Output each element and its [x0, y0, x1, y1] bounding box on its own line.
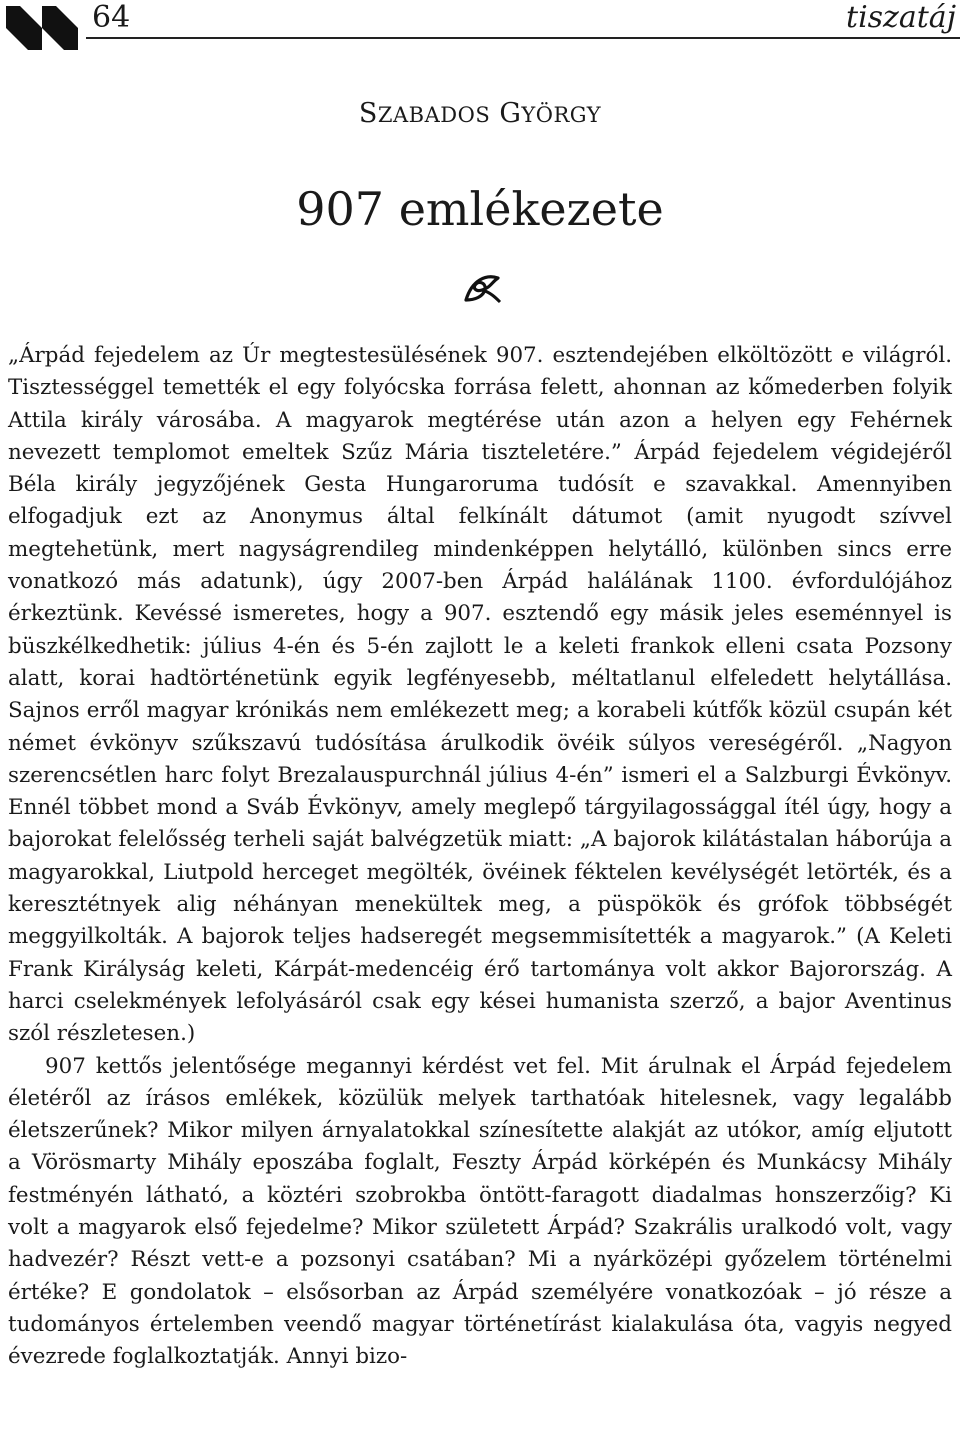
header-rule [86, 37, 960, 39]
author-first-rest: ZABADOS [377, 103, 491, 127]
author-last-rest: YÖRGY [521, 103, 602, 127]
paragraph-2: 907 kettős jelentősége megannyi kérdést vet fel. Mit árulnak el Árpád fejedelem életéről az írásos emlékek, közülük melyek tarthatóak hitelesnek, vagy legalább életszerűnek? Mikor milyen árnyalatokkal színesítette alakját az utókor, amíg eljutott a Vörösmarty Mihály eposzába foglalt, Feszty Árpád körképén és Munkácsy Mihály festményén látható, a köztéri szobrokba öntött-faragott diadalmas honszerzőig? Ki volt a magyarok első fejedelme? Mikor született Árpád? Szakrális uralkodó volt, vagy hadvezér? Részt vett-e a pozsonyi csatában? Mi a nyárközépi győzelem történelmi értéke? E gondolatok – elsősorban az Árpád személyére vonatkozóak – jó része a tudományos értelemben veendő magyar történetírást kialakulása óta, vagyis negyed évezrede foglalkoztatják. Annyi bizo- [8, 1053, 952, 1370]
journal-logo-icon [6, 6, 78, 50]
page-number: 64 [92, 0, 131, 35]
author-name [0, 98, 960, 129]
author-last-initial: G [499, 98, 522, 129]
journal-name: tiszatáj [846, 0, 956, 35]
fleuron-ornament-icon [462, 270, 504, 304]
author-first-initial: S [358, 98, 378, 129]
article-body [8, 340, 952, 1374]
paragraph-1: „Árpád fejedelem az Úr megtestesülésének 907. esztendejében elköltözött e világról. Tisztességgel temették el egy folyócska forrása felett, ahonnan az kőmederben folyik Attila király városába. A magyarok megtérése után azon a helyen egy Fehérnek nevezett templomot emeltek Szűz Mária tiszteletére.” Árpád fejedelem végidejéről Béla király jegyzőjének Gesta Hungaroruma tudósít e szavakkal. Amennyiben elfogadjuk ezt az Anonymus által felkínált dátumot (amit nyugodt szívvel megtehetünk, mert nagyságrendileg mindenképpen helytálló, különben sincs erre vonatkozó más adatunk), úgy 2007-ben Árpád halálának 1100. évfordulójához érkeztünk. Kevéssé ismeretes, hogy a 907. esztendő egy másik jeles eseménnyel is büszkélkedhetik: július 4-én és 5-én zajlott le a keleti frankok elleni csata Pozsony alatt, korai hadtörténetünk egyik legfényesebb, méltatlanul elfeledett helytállása. Sajnos erről magyar krónikás nem emlékezett meg; a korabeli kútfők közül csupán két német évkönyv szűkszavú tudósítása árulkodik övéik súlyos vereségéről. „Nagyon szerencsétlen harc folyt Brezalauspurchnál július 4-én” ismeri el a Salzburgi Évkönyv. Ennél többet mond a Sváb Évkönyv, amely meglepő tárgyilagossággal ítél úgy, hogy a bajorokat felelősség terheli saját balvégzetük miatt: „A bajorok kilátástalan háborúja a magyarokkal, Liutpold herceget megölték, övéinek féktelen kevélységét letörték, és a keresztétnyek alig néhányan menekültek meg, a püspökök és grófok többségét meggyilkolták. A bajorok teljes hadseregét megsemmisítették a magyarok.” (A Keleti Frank Királyság keleti, Kárpát-medencéig érő tartománya volt akkor Bajorország. A harci cselekmények lefolyásáról csak egy kései humanista szerző, a bajor Aventinus szól részletesen.) [8, 343, 952, 1047]
article-title: 907 emlékezete [296, 182, 664, 236]
